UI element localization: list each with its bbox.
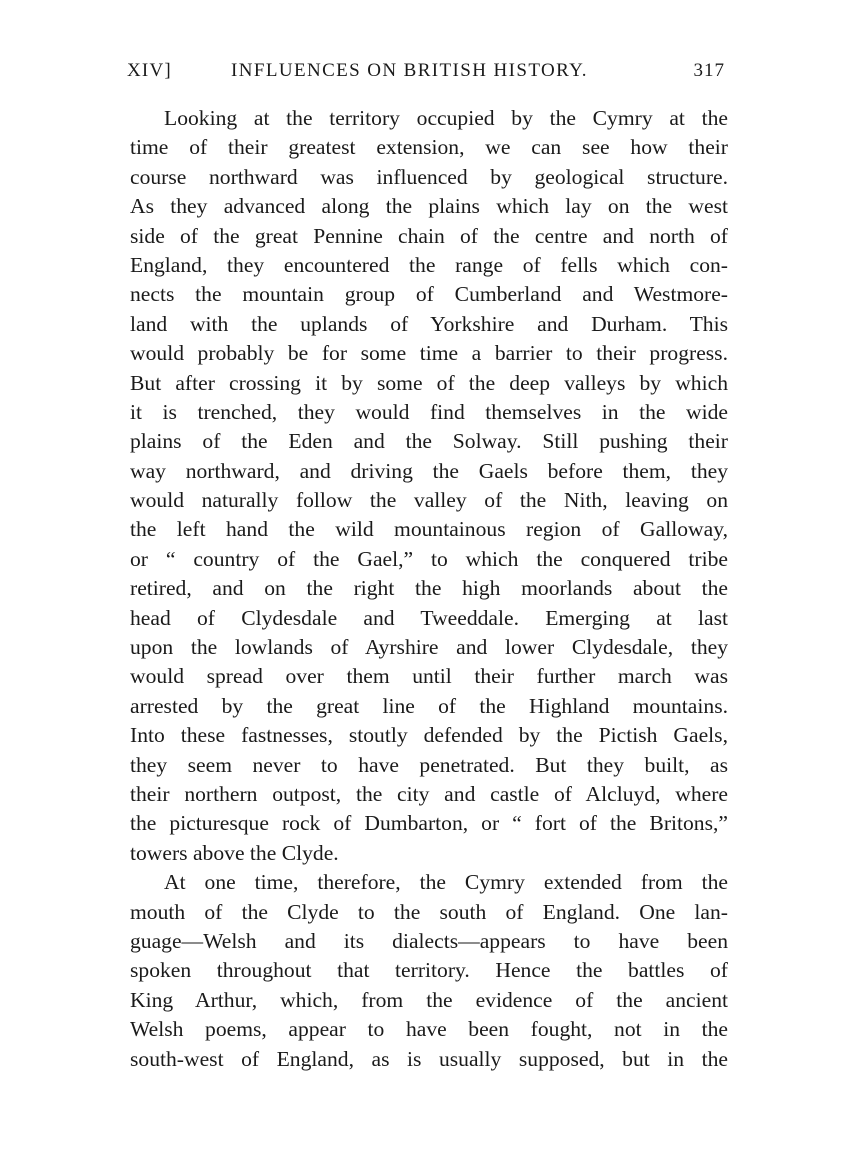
text-line: the left hand the wild mountainous region of Galloway, [130, 517, 728, 542]
text-line: As they advanced along the plains which lay on the west [130, 194, 728, 219]
text-line: towers above the Clyde. [130, 840, 339, 865]
text-line: would naturally follow the valley of the Nith, leaving on [130, 488, 728, 513]
chapter-number: XIV] [127, 60, 172, 81]
text-line: side of the great Pennine chain of the centre and north of [130, 223, 728, 248]
text-line: south-west of England, as is usually supposed, but in the [130, 1046, 728, 1071]
text-line: or “ country of the Gael,” to which the conquered tribe [130, 546, 728, 571]
page-number: 317 [693, 60, 725, 81]
text-line: retired, and on the right the high moorlands about the [130, 576, 728, 601]
text-line: arrested by the great line of the Highland mountains. [130, 693, 728, 718]
text-line: way northward, and driving the Gaels before them, they [130, 458, 728, 483]
text-line: King Arthur, which, from the evidence of the ancient [130, 987, 728, 1012]
running-head [127, 60, 725, 90]
text-line: spoken throughout that territory. Hence the battles of [130, 958, 728, 983]
text-line: Into these fastnesses, stoutly defended by the Pictish Gaels, [130, 723, 728, 748]
text-line: would probably be for some time a barrier to their progress. [130, 341, 728, 366]
text-line: land with the uplands of Yorkshire and Durham. This [130, 311, 728, 336]
paragraph [130, 868, 728, 1074]
body-text [130, 104, 728, 1074]
text-line: England, they encountered the range of fells which con- [130, 252, 728, 277]
text-line: head of Clydesdale and Tweeddale. Emerging at last [130, 605, 728, 630]
running-title: INFLUENCES ON BRITISH HISTORY. [231, 60, 588, 81]
text-line: time of their greatest extension, we can see how their [130, 135, 728, 160]
text-line: Welsh poems, appear to have been fought, not in the [130, 1017, 728, 1042]
text-line: their northern outpost, the city and castle of Alcluyd, where [130, 781, 728, 806]
text-line: guage—Welsh and its dialects—appears to have been [130, 928, 728, 953]
text-line: mouth of the Clyde to the south of England. One lan- [130, 899, 728, 924]
text-line: the picturesque rock of Dumbarton, or “ fort of the Britons,” [130, 811, 728, 836]
text-line: But after crossing it by some of the deep valleys by which [130, 370, 728, 395]
text-line: they seem never to have penetrated. But they built, as [130, 752, 728, 777]
text-line: nects the mountain group of Cumberland and Westmore- [130, 282, 728, 307]
paragraph [130, 104, 728, 868]
text-line: would spread over them until their further march was [130, 664, 728, 689]
text-line: Looking at the territory occupied by the Cymry at the [164, 106, 728, 130]
text-line: upon the lowlands of Ayrshire and lower Clydesdale, they [130, 635, 728, 660]
text-line: it is trenched, they would find themselves in the wide [130, 399, 728, 424]
text-line: course northward was influenced by geological structure. [130, 164, 728, 189]
text-line: At one time, therefore, the Cymry extended from the [164, 870, 728, 895]
text-line: plains of the Eden and the Solway. Still pushing their [130, 429, 728, 454]
